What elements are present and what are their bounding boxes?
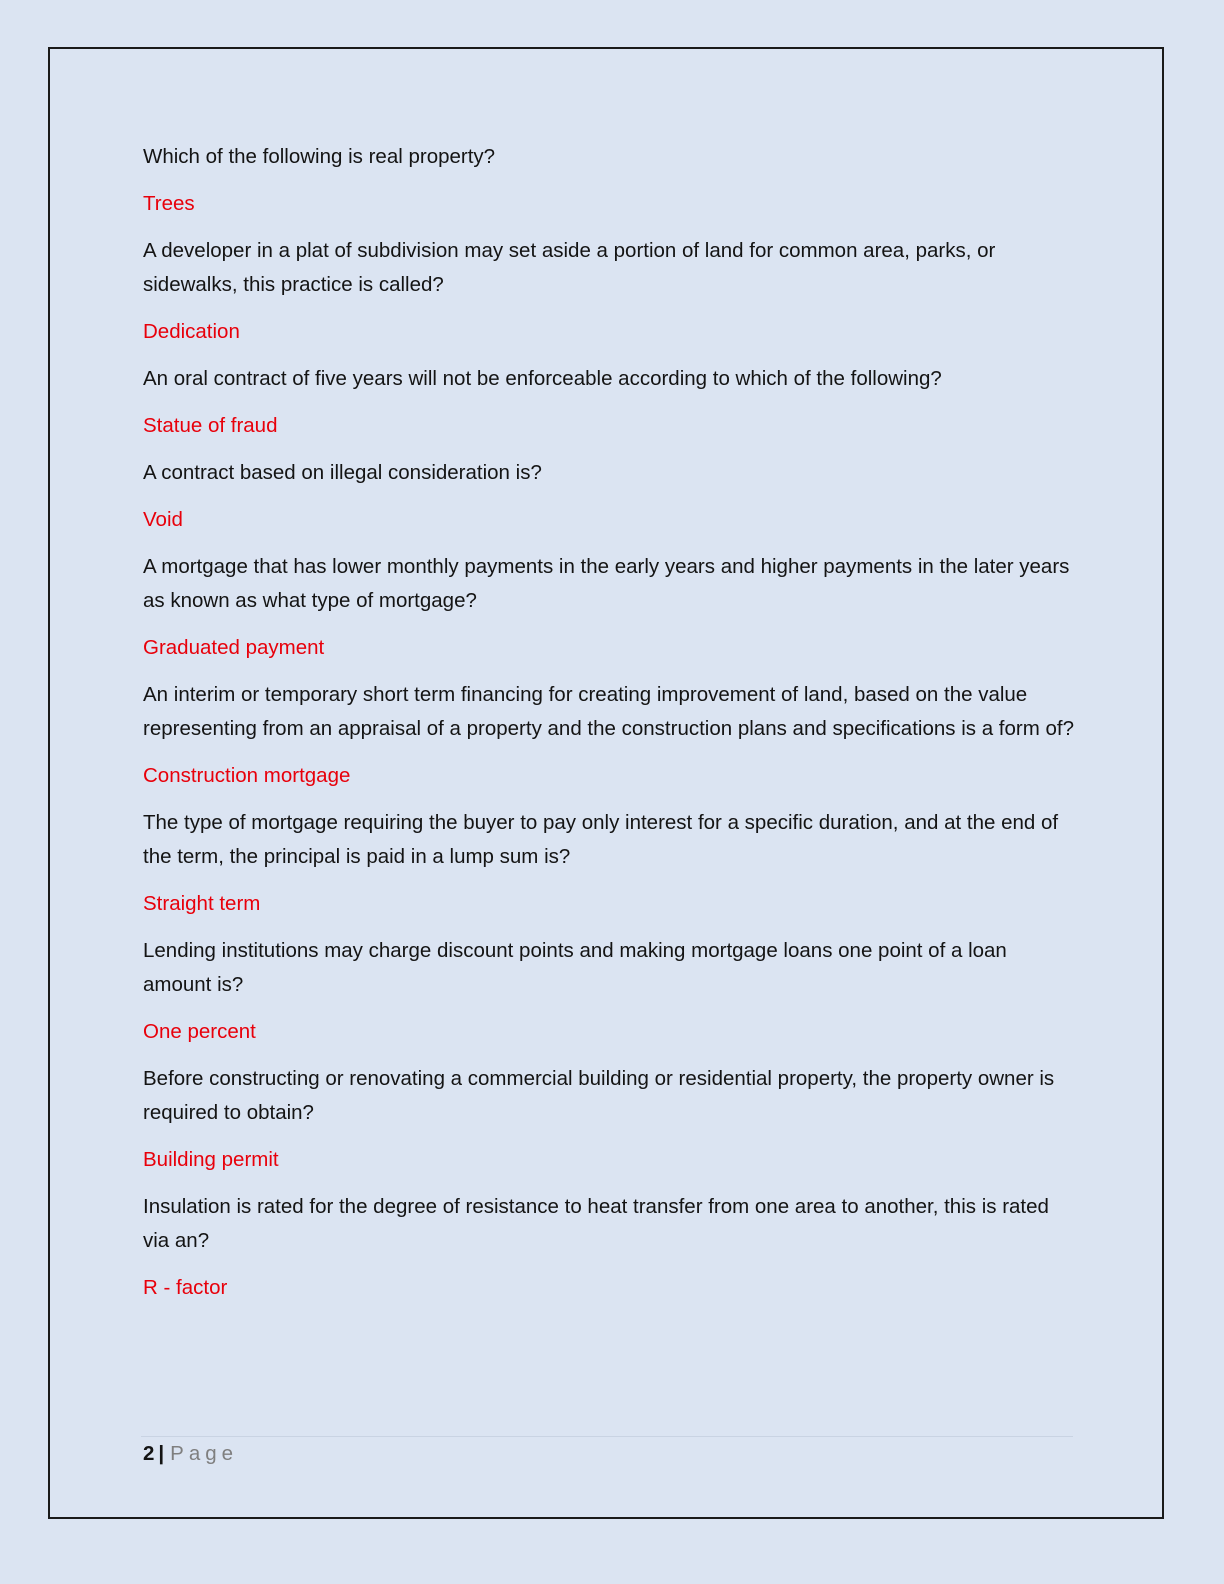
question-6: An interim or temporary short term financing for creating improvement of land, based on the value representing from an appraisal of a property and the construction plans and specifications is a form of?	[143, 683, 1074, 740]
answer-6: Construction mortgage	[143, 764, 351, 787]
question-9: Before constructing or renovating a commercial building or residential property, the property owner is required to obtain?	[143, 1067, 1055, 1124]
footer-separator: |	[158, 1442, 165, 1465]
footer-divider	[141, 1436, 1073, 1437]
answer-7: Straight term	[143, 892, 261, 915]
answer-9: Building permit	[143, 1148, 279, 1171]
question-1: Which of the following is real property?	[143, 145, 496, 168]
qa-content	[143, 140, 1078, 1318]
answer-10: R - factor	[143, 1276, 228, 1299]
page-number: 2	[143, 1442, 155, 1465]
question-2: A developer in a plat of subdivision may set aside a portion of land for common area, parks, or sidewalks, this practice is called?	[143, 239, 996, 296]
question-8: Lending institutions may charge discount points and making mortgage loans one point of a loan amount is?	[143, 939, 1007, 996]
question-10: Insulation is rated for the degree of resistance to heat transfer from one area to another, this is rated via an?	[143, 1195, 1049, 1252]
page-label: Page	[170, 1442, 239, 1465]
question-7: The type of mortgage requiring the buyer to pay only interest for a specific duration, and at the end of the term, the principal is paid in a lump sum is?	[143, 811, 1059, 868]
answer-2: Dedication	[143, 320, 240, 343]
question-4: A contract based on illegal consideration is?	[143, 461, 542, 484]
question-3: An oral contract of five years will not be enforceable according to which of the following?	[143, 367, 942, 390]
page-footer	[143, 1440, 238, 1468]
answer-8: One percent	[143, 1020, 256, 1043]
answer-1: Trees	[143, 192, 195, 215]
question-5: A mortgage that has lower monthly payments in the early years and higher payments in the later years as known as what type of mortgage?	[143, 555, 1070, 612]
answer-4: Void	[143, 508, 183, 531]
answer-3: Statue of fraud	[143, 414, 278, 437]
answer-5: Graduated payment	[143, 636, 325, 659]
